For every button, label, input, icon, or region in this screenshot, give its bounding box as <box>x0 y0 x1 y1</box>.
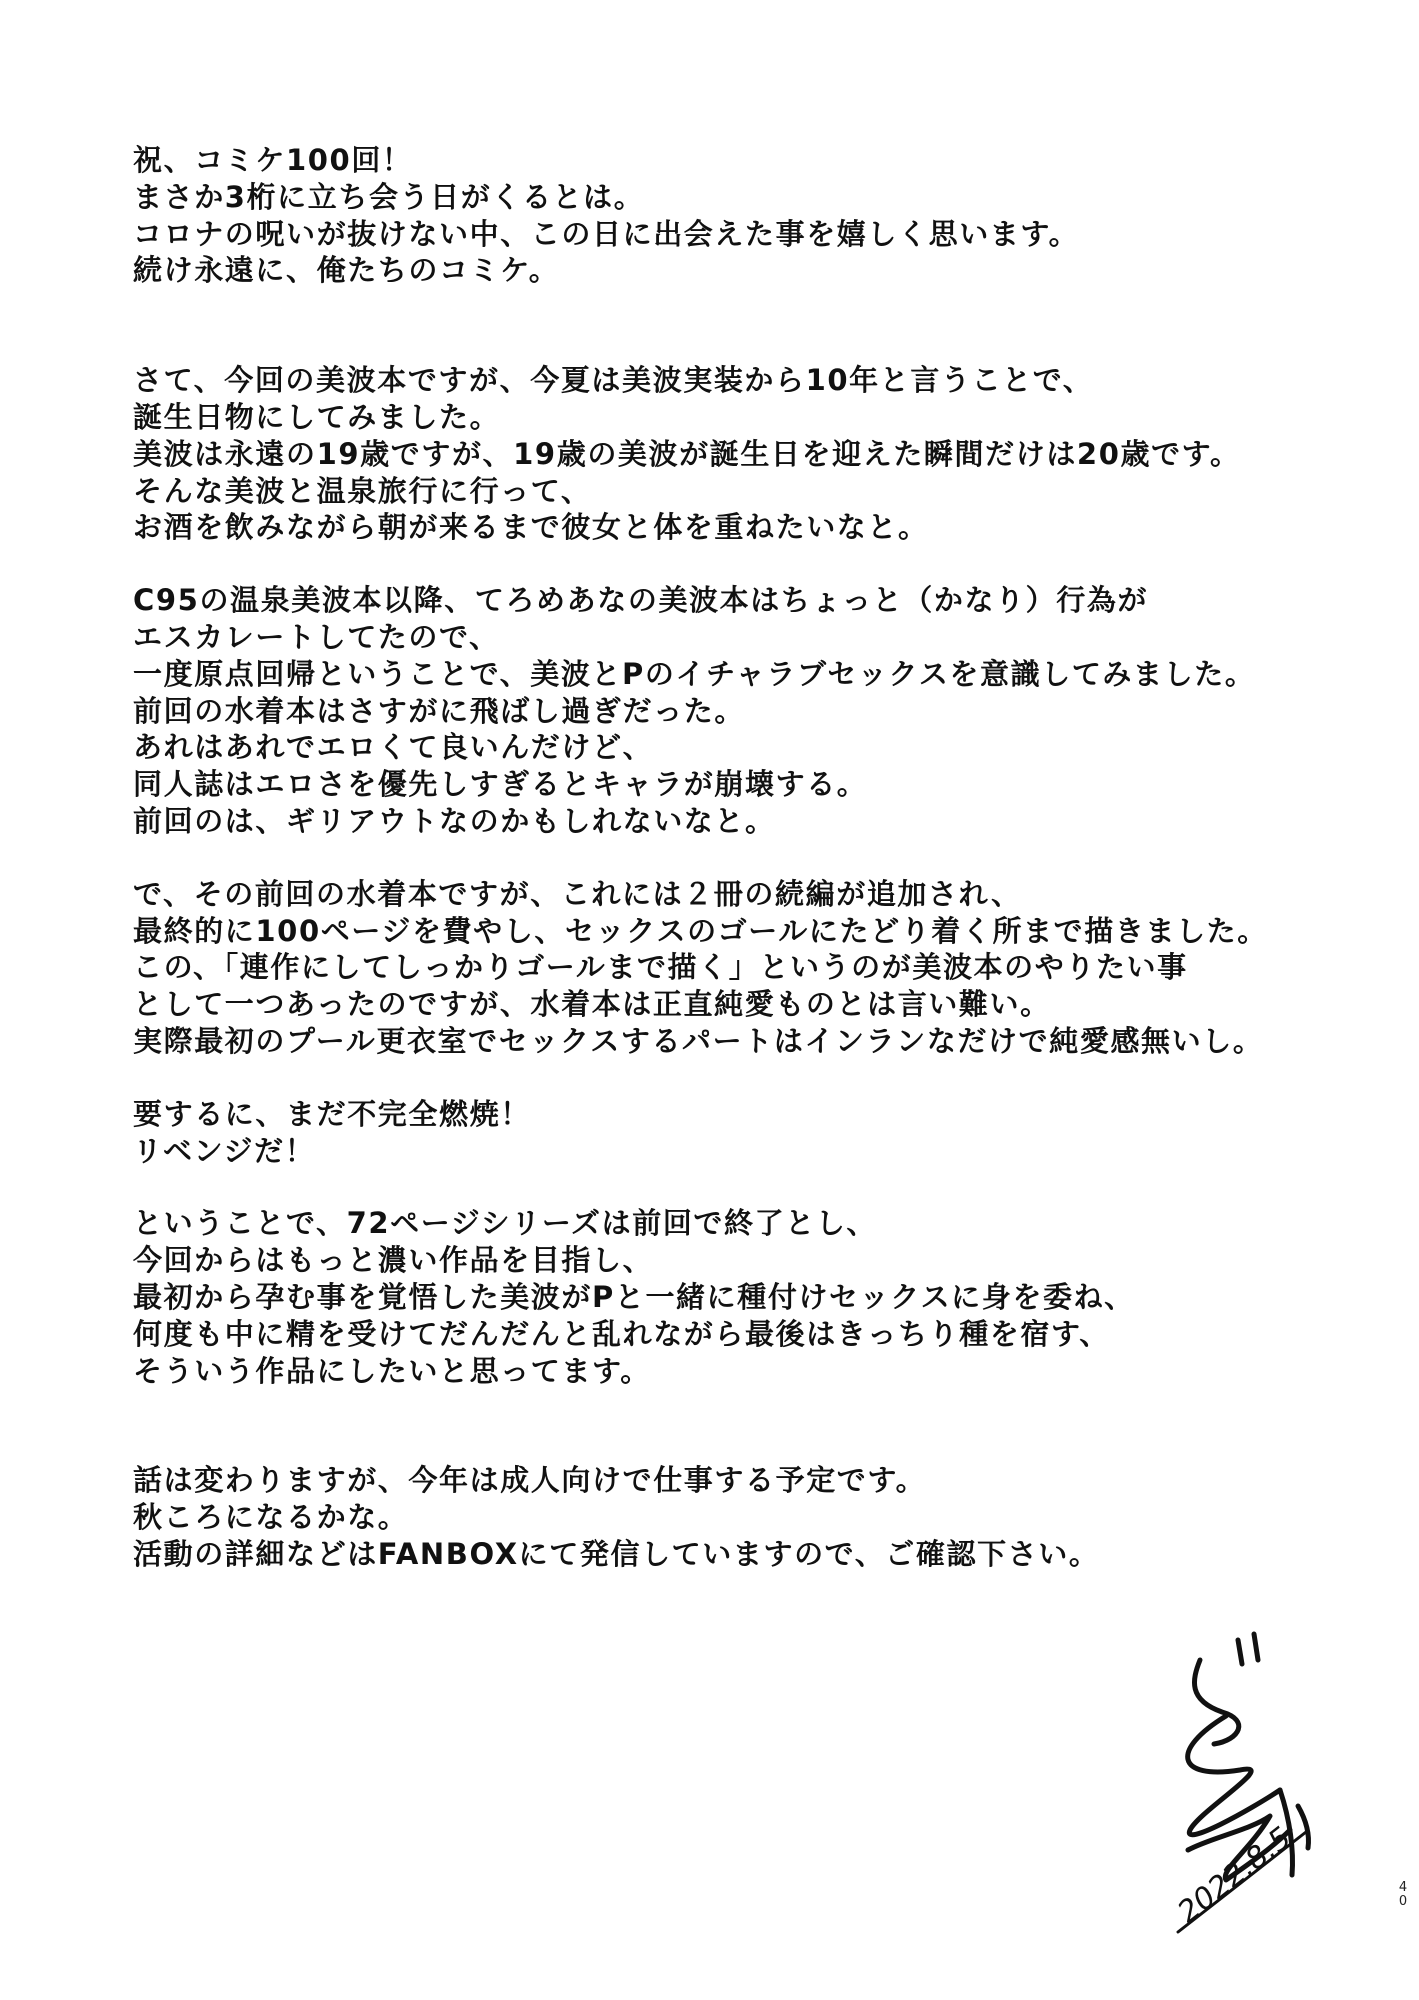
text-line: 一度原点回帰ということで、美波とPのイチャラブセックスを意識してみました。 <box>133 656 1256 691</box>
paragraph-5 <box>133 1096 1333 1170</box>
text-line: で、その前回の水着本ですが、これには２冊の続編が追加され、 <box>133 876 1022 911</box>
text-line: そういう作品にしたいと思ってます。 <box>133 1353 651 1388</box>
text-line: 同人誌はエロさを優先しすぎるとキャラが崩壊する。 <box>133 767 868 802</box>
text-line: 今回からはもっと濃い作品を目指し、 <box>133 1243 654 1278</box>
text-line: この、「連作にしてしっかりゴールまで描く」というのが美波本のやりたい事 <box>133 950 1188 985</box>
handwritten-signature <box>1130 1620 1330 1940</box>
paragraph-2 <box>133 362 1333 546</box>
text-line: 秋ころになるかな。 <box>133 1500 409 1535</box>
text-line: 話は変わりますが、今年は成人向けで仕事する予定です。 <box>133 1463 927 1498</box>
paragraph-7 <box>133 1462 1333 1572</box>
text-line: 何度も中に精を受けてだんだんと乱れながら最後はきっちり種を宿す、 <box>133 1316 1110 1351</box>
paragraph-6 <box>133 1205 1333 1389</box>
page-number <box>1396 1881 1410 1909</box>
page-number-text <box>1396 1881 1410 1909</box>
text-line: 前回のは、ギリアウトなのかもしれないなと。 <box>133 803 776 838</box>
text-line: リベンジだ！ <box>133 1133 316 1168</box>
text-line: 活動の詳細などはFANBOXにて発信していますので、ご確認下さい。 <box>133 1536 1100 1571</box>
text-line: 美波は永遠の19歳ですが、19歳の美波が誕生日を迎えた瞬間だけは20歳です。 <box>133 436 1241 471</box>
text-line: ということで、72ページシリーズは前回で終了とし、 <box>133 1206 878 1241</box>
text-line: 実際最初のプール更衣室でセックスするパートはインランなだけで純愛感無いし。 <box>133 1023 1264 1058</box>
paragraph-gap <box>133 1389 1333 1462</box>
text-line: 前回の水着本はさすがに飛ばし過ぎだった。 <box>133 693 746 728</box>
paragraph-gap <box>133 1169 1333 1205</box>
text-line: そんな美波と温泉旅行に行って、 <box>133 473 592 508</box>
text-line: さて、今回の美波本ですが、今夏は美波実装から10年と言うことで、 <box>133 363 1094 398</box>
paragraph-gap <box>133 289 1333 362</box>
text-line: として一つあったのですが、水着本は正直純愛ものとは言い難い。 <box>133 987 1051 1022</box>
text-line: まさか3桁に立ち会う日がくるとは。 <box>133 179 645 214</box>
paragraph-gap <box>133 546 1333 582</box>
page-number-digit: 0 <box>1398 1894 1408 1909</box>
afterword-text <box>133 142 1333 1573</box>
signature-date: 2022.8.5 <box>1171 1820 1299 1931</box>
text-line: 最終的に100ページを費やし、セックスのゴールにたどり着く所まで描きました。 <box>133 913 1268 948</box>
paragraph-4 <box>133 876 1333 1060</box>
text-line: 要するに、まだ不完全燃焼！ <box>133 1096 531 1131</box>
paragraph-gap <box>133 1060 1333 1096</box>
text-line: 誕生日物にしてみました。 <box>133 399 501 434</box>
text-line: コロナの呪いが抜けない中、この日に出会えた事を嬉しく思います。 <box>133 216 1080 251</box>
text-line: 続け永遠に、俺たちのコミケ。 <box>133 253 560 288</box>
paragraph-1 <box>133 142 1333 289</box>
text-line: C95の温泉美波本以降、てろめあなの美波本はちょっと（かなり）行為が <box>133 583 1149 618</box>
text-line: 最初から孕む事を覚悟した美波がPと一緒に種付けセックスに身を委ね、 <box>133 1279 1135 1314</box>
text-line: あれはあれでエロくて良いんだけど、 <box>133 730 654 765</box>
text-line: 祝、コミケ100回！ <box>133 143 413 177</box>
text-line: エスカレートしてたので、 <box>133 619 500 654</box>
page-number-digit: 4 <box>1398 1880 1408 1895</box>
paragraph-3 <box>133 582 1333 840</box>
text-line: お酒を飲みながら朝が来るまで彼女と体を重ねたいなと。 <box>133 510 929 545</box>
paragraph-gap <box>133 840 1333 876</box>
